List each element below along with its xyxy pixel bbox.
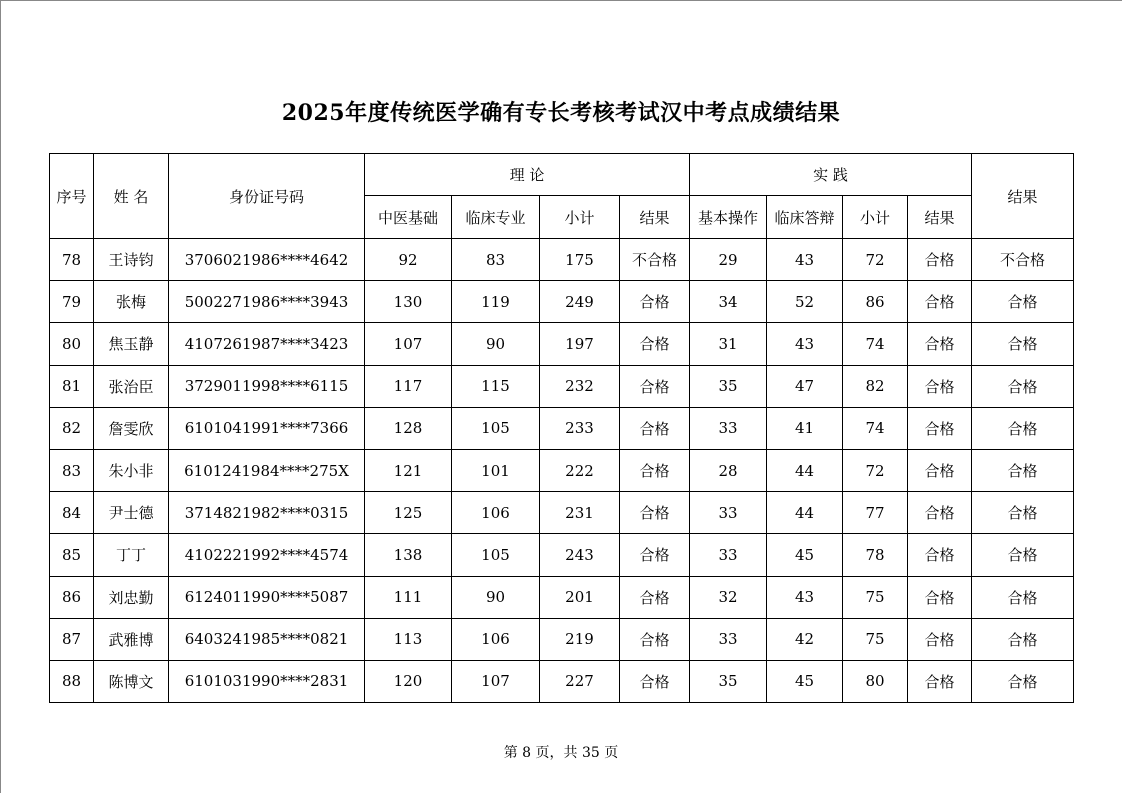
cell-name: 朱小非	[94, 449, 169, 491]
cell-seq: 81	[50, 365, 94, 407]
header-theory-basic: 中医基础	[365, 196, 452, 239]
cell-practice-result: 合格	[908, 492, 972, 534]
table-row	[50, 323, 1074, 365]
table-row	[50, 239, 1074, 281]
cell-id: 6101241984****275X	[169, 449, 365, 491]
cell-result: 合格	[972, 576, 1074, 618]
cell-theory-result: 合格	[620, 534, 690, 576]
header-id: 身份证号码	[169, 154, 365, 239]
cell-theory-result: 合格	[620, 365, 690, 407]
cell-practice-defense: 45	[767, 660, 843, 702]
cell-id: 5002271986****3943	[169, 281, 365, 323]
cell-result: 合格	[972, 323, 1074, 365]
cell-theory-clinical: 105	[452, 534, 540, 576]
cell-id: 6101031990****2831	[169, 660, 365, 702]
table-row	[50, 365, 1074, 407]
cell-practice-subtotal: 82	[843, 365, 908, 407]
cell-practice-operation: 33	[690, 534, 767, 576]
cell-name: 王诗钧	[94, 239, 169, 281]
cell-result: 合格	[972, 492, 1074, 534]
cell-id: 6403241985****0821	[169, 618, 365, 660]
cell-name: 尹士德	[94, 492, 169, 534]
cell-id: 4102221992****4574	[169, 534, 365, 576]
cell-theory-basic: 107	[365, 323, 452, 365]
cell-practice-result: 合格	[908, 323, 972, 365]
header-result: 结果	[972, 154, 1074, 239]
table-row	[50, 534, 1074, 576]
cell-theory-result: 合格	[620, 618, 690, 660]
cell-name: 丁丁	[94, 534, 169, 576]
cell-practice-subtotal: 75	[843, 618, 908, 660]
cell-practice-operation: 33	[690, 618, 767, 660]
cell-name: 张治臣	[94, 365, 169, 407]
cell-practice-subtotal: 75	[843, 576, 908, 618]
cell-practice-subtotal: 86	[843, 281, 908, 323]
cell-practice-operation: 35	[690, 660, 767, 702]
cell-result: 合格	[972, 449, 1074, 491]
cell-theory-clinical: 105	[452, 407, 540, 449]
cell-theory-clinical: 119	[452, 281, 540, 323]
cell-practice-defense: 43	[767, 576, 843, 618]
cell-name: 詹雯欣	[94, 407, 169, 449]
cell-practice-subtotal: 72	[843, 449, 908, 491]
cell-theory-result: 合格	[620, 492, 690, 534]
cell-id: 6124011990****5087	[169, 576, 365, 618]
cell-theory-result: 合格	[620, 281, 690, 323]
cell-practice-operation: 34	[690, 281, 767, 323]
cell-theory-basic: 138	[365, 534, 452, 576]
cell-practice-result: 合格	[908, 660, 972, 702]
cell-result: 合格	[972, 618, 1074, 660]
cell-id: 3729011998****6115	[169, 365, 365, 407]
cell-theory-clinical: 90	[452, 323, 540, 365]
cell-result: 合格	[972, 281, 1074, 323]
cell-theory-subtotal: 222	[540, 449, 620, 491]
cell-theory-result: 合格	[620, 407, 690, 449]
cell-practice-defense: 44	[767, 492, 843, 534]
cell-id: 6101041991****7366	[169, 407, 365, 449]
cell-theory-clinical: 115	[452, 365, 540, 407]
cell-practice-defense: 41	[767, 407, 843, 449]
cell-practice-operation: 32	[690, 576, 767, 618]
scores-table	[49, 153, 1074, 703]
cell-name: 刘忠勤	[94, 576, 169, 618]
cell-practice-operation: 33	[690, 492, 767, 534]
cell-theory-result: 不合格	[620, 239, 690, 281]
cell-theory-basic: 128	[365, 407, 452, 449]
cell-seq: 88	[50, 660, 94, 702]
cell-theory-clinical: 101	[452, 449, 540, 491]
cell-theory-subtotal: 243	[540, 534, 620, 576]
cell-practice-result: 合格	[908, 534, 972, 576]
cell-theory-result: 合格	[620, 449, 690, 491]
table-row	[50, 660, 1074, 702]
cell-theory-subtotal: 231	[540, 492, 620, 534]
cell-id: 3706021986****4642	[169, 239, 365, 281]
cell-practice-defense: 43	[767, 323, 843, 365]
cell-practice-defense: 44	[767, 449, 843, 491]
cell-practice-operation: 35	[690, 365, 767, 407]
cell-theory-basic: 121	[365, 449, 452, 491]
header-theory-result: 结果	[620, 196, 690, 239]
cell-name: 武雅博	[94, 618, 169, 660]
cell-theory-result: 合格	[620, 660, 690, 702]
cell-practice-subtotal: 78	[843, 534, 908, 576]
header-seq: 序号	[50, 154, 94, 239]
cell-practice-result: 合格	[908, 576, 972, 618]
cell-practice-operation: 33	[690, 407, 767, 449]
cell-theory-result: 合格	[620, 576, 690, 618]
header-practice: 实 践	[690, 154, 972, 196]
cell-practice-result: 合格	[908, 407, 972, 449]
cell-theory-basic: 130	[365, 281, 452, 323]
cell-practice-defense: 47	[767, 365, 843, 407]
cell-result: 合格	[972, 534, 1074, 576]
cell-practice-operation: 28	[690, 449, 767, 491]
table-row	[50, 449, 1074, 491]
cell-seq: 79	[50, 281, 94, 323]
cell-result: 不合格	[972, 239, 1074, 281]
cell-seq: 78	[50, 239, 94, 281]
cell-practice-subtotal: 77	[843, 492, 908, 534]
table-row	[50, 576, 1074, 618]
cell-seq: 86	[50, 576, 94, 618]
cell-theory-subtotal: 232	[540, 365, 620, 407]
page-number: 第 8 页，共 35 页	[503, 745, 619, 761]
cell-practice-subtotal: 72	[843, 239, 908, 281]
header-practice-operation: 基本操作	[690, 196, 767, 239]
cell-theory-result: 合格	[620, 323, 690, 365]
cell-theory-basic: 117	[365, 365, 452, 407]
cell-result: 合格	[972, 365, 1074, 407]
header-practice-defense: 临床答辩	[767, 196, 843, 239]
cell-theory-clinical: 107	[452, 660, 540, 702]
cell-result: 合格	[972, 407, 1074, 449]
header-practice-subtotal: 小计	[843, 196, 908, 239]
cell-theory-subtotal: 233	[540, 407, 620, 449]
cell-theory-clinical: 106	[452, 618, 540, 660]
cell-practice-defense: 42	[767, 618, 843, 660]
cell-practice-defense: 52	[767, 281, 843, 323]
cell-theory-clinical: 90	[452, 576, 540, 618]
cell-theory-subtotal: 219	[540, 618, 620, 660]
cell-theory-clinical: 83	[452, 239, 540, 281]
header-theory-clinical: 临床专业	[452, 196, 540, 239]
page-border-top	[0, 0, 1122, 1]
table-row	[50, 281, 1074, 323]
cell-seq: 84	[50, 492, 94, 534]
cell-practice-subtotal: 74	[843, 323, 908, 365]
cell-name: 张梅	[94, 281, 169, 323]
cell-practice-result: 合格	[908, 618, 972, 660]
table-row	[50, 407, 1074, 449]
header-name: 姓 名	[94, 154, 169, 239]
cell-theory-subtotal: 227	[540, 660, 620, 702]
cell-practice-operation: 31	[690, 323, 767, 365]
cell-id: 4107261987****3423	[169, 323, 365, 365]
cell-theory-basic: 111	[365, 576, 452, 618]
cell-practice-subtotal: 74	[843, 407, 908, 449]
cell-id: 3714821982****0315	[169, 492, 365, 534]
cell-seq: 87	[50, 618, 94, 660]
cell-seq: 80	[50, 323, 94, 365]
cell-seq: 82	[50, 407, 94, 449]
cell-seq: 85	[50, 534, 94, 576]
header-practice-result: 结果	[908, 196, 972, 239]
table-row	[50, 492, 1074, 534]
cell-practice-defense: 45	[767, 534, 843, 576]
cell-theory-basic: 92	[365, 239, 452, 281]
cell-practice-operation: 29	[690, 239, 767, 281]
cell-theory-basic: 113	[365, 618, 452, 660]
table-row	[50, 618, 1074, 660]
cell-theory-basic: 120	[365, 660, 452, 702]
cell-name: 陈博文	[94, 660, 169, 702]
cell-practice-result: 合格	[908, 449, 972, 491]
cell-theory-subtotal: 249	[540, 281, 620, 323]
cell-theory-subtotal: 197	[540, 323, 620, 365]
cell-name: 焦玉静	[94, 323, 169, 365]
document-title: 2025年度传统医学确有专长考核考试汉中考点成绩结果	[281, 100, 841, 126]
cell-result: 合格	[972, 660, 1074, 702]
cell-seq: 83	[50, 449, 94, 491]
cell-practice-result: 合格	[908, 239, 972, 281]
cell-practice-subtotal: 80	[843, 660, 908, 702]
cell-practice-defense: 43	[767, 239, 843, 281]
cell-theory-subtotal: 201	[540, 576, 620, 618]
header-theory-subtotal: 小计	[540, 196, 620, 239]
cell-practice-result: 合格	[908, 281, 972, 323]
cell-theory-subtotal: 175	[540, 239, 620, 281]
cell-theory-basic: 125	[365, 492, 452, 534]
cell-theory-clinical: 106	[452, 492, 540, 534]
header-theory: 理 论	[365, 154, 690, 196]
cell-practice-result: 合格	[908, 365, 972, 407]
